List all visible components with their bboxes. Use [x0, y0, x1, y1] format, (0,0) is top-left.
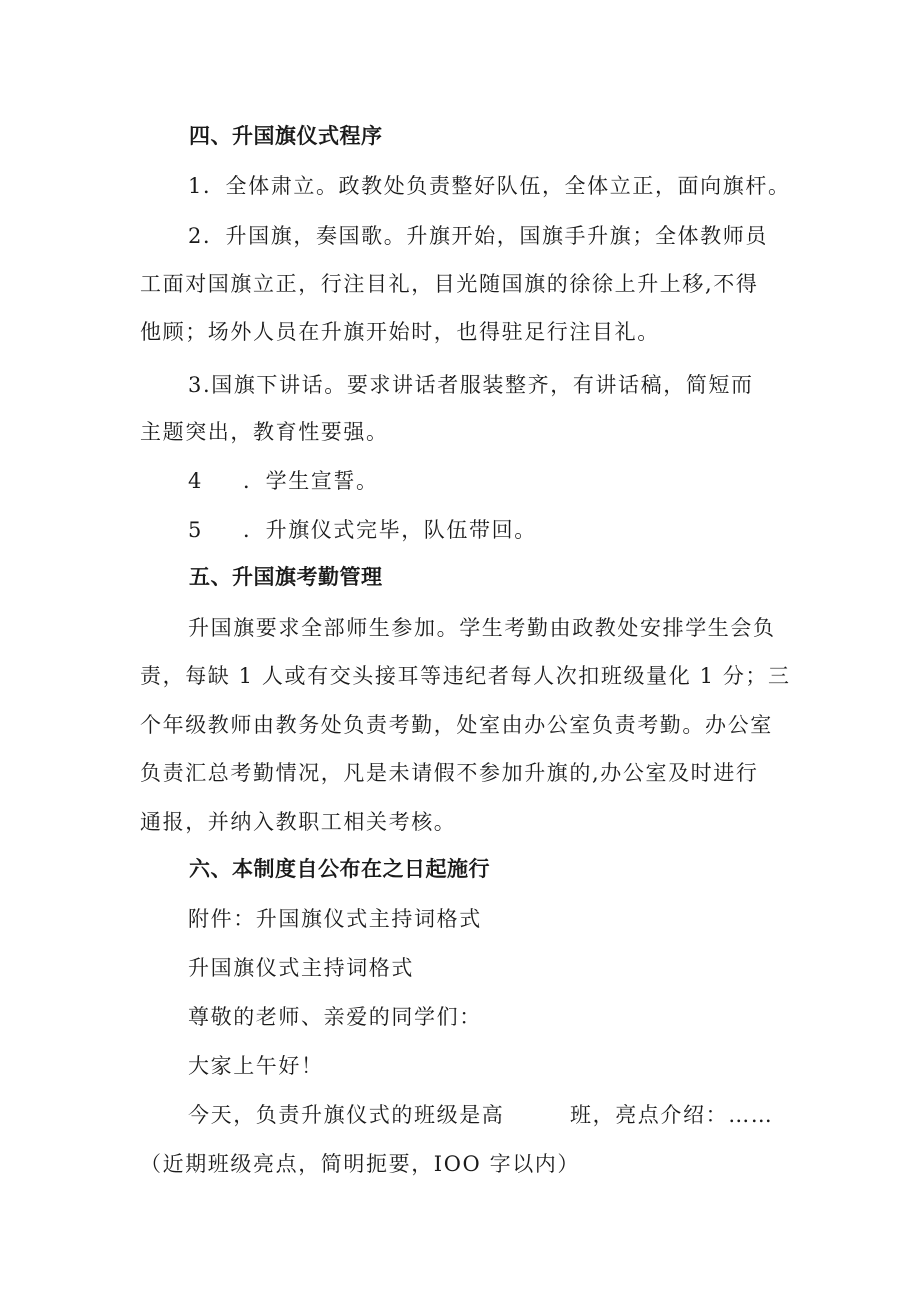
greeting: 大家上午好！ [188, 1054, 324, 1078]
procedure-item-2-line-2: 工面对国旗立正，行注目礼，目光随国旗的徐徐上升上移,不得 [140, 272, 759, 296]
procedure-item-2-line-1: 2．升国旗，奏国歌。升旗开始，国旗手升旗；全体教师员 [188, 224, 768, 248]
procedure-item-5-number: 5 [188, 518, 203, 542]
procedure-item-3-line-2: 主题突出，教育性要强。 [140, 420, 389, 444]
today-line-part-1: 今天，负责升旗仪式的班级是高 [188, 1103, 505, 1127]
procedure-item-4-text: ．学生宣誓。 [243, 469, 379, 493]
procedure-item-2-line-3: 他顾；场外人员在升旗开始时，也得驻足行注目礼。 [140, 320, 660, 344]
attendance-line-3: 个年级教师由教务处负责考勤，处室由办公室负责考勤。办公室 [140, 713, 773, 737]
procedure-item-4-number: 4 [188, 469, 203, 493]
section-heading-6: 六、本制度自公布在之日起施行 [189, 857, 490, 881]
section-heading-5: 五、升国旗考勤管理 [189, 565, 383, 589]
attendance-line-2: 责，每缺 1 人或有交头接耳等违纪者每人次扣班级量化 1 分；三 [140, 664, 791, 688]
attendance-line-5: 通报，并纳入教职工相关考核。 [140, 810, 457, 834]
procedure-item-1: 1．全体肃立。政教处负责整好队伍，全体立正，面向旗杆。 [188, 174, 791, 198]
attendance-line-1: 升国旗要求全部师生参加。学生考勤由政教处安排学生会负 [188, 616, 776, 640]
today-line-part-2: 班，亮点介绍：…… [570, 1103, 774, 1127]
section-heading-4: 四、升国旗仪式程序 [189, 124, 383, 148]
procedure-item-5-text: ．升旗仪式完毕，队伍带回。 [243, 518, 537, 542]
attachment-line: 附件：升国旗仪式主持词格式 [188, 907, 482, 931]
procedure-item-3-line-1: 3.国旗下讲话。要求讲话者服装整齐，有讲话稿，简短而 [188, 373, 754, 397]
script-title: 升国旗仪式主持词格式 [188, 956, 414, 980]
salutation: 尊敬的老师、亲爱的同学们： [188, 1005, 482, 1029]
highlight-note: （近期班级亮点，简明扼要，IOO 字以内） [140, 1152, 581, 1176]
attendance-line-4: 负责汇总考勤情况，凡是未请假不参加升旗的,办公室及时进行 [140, 761, 759, 785]
